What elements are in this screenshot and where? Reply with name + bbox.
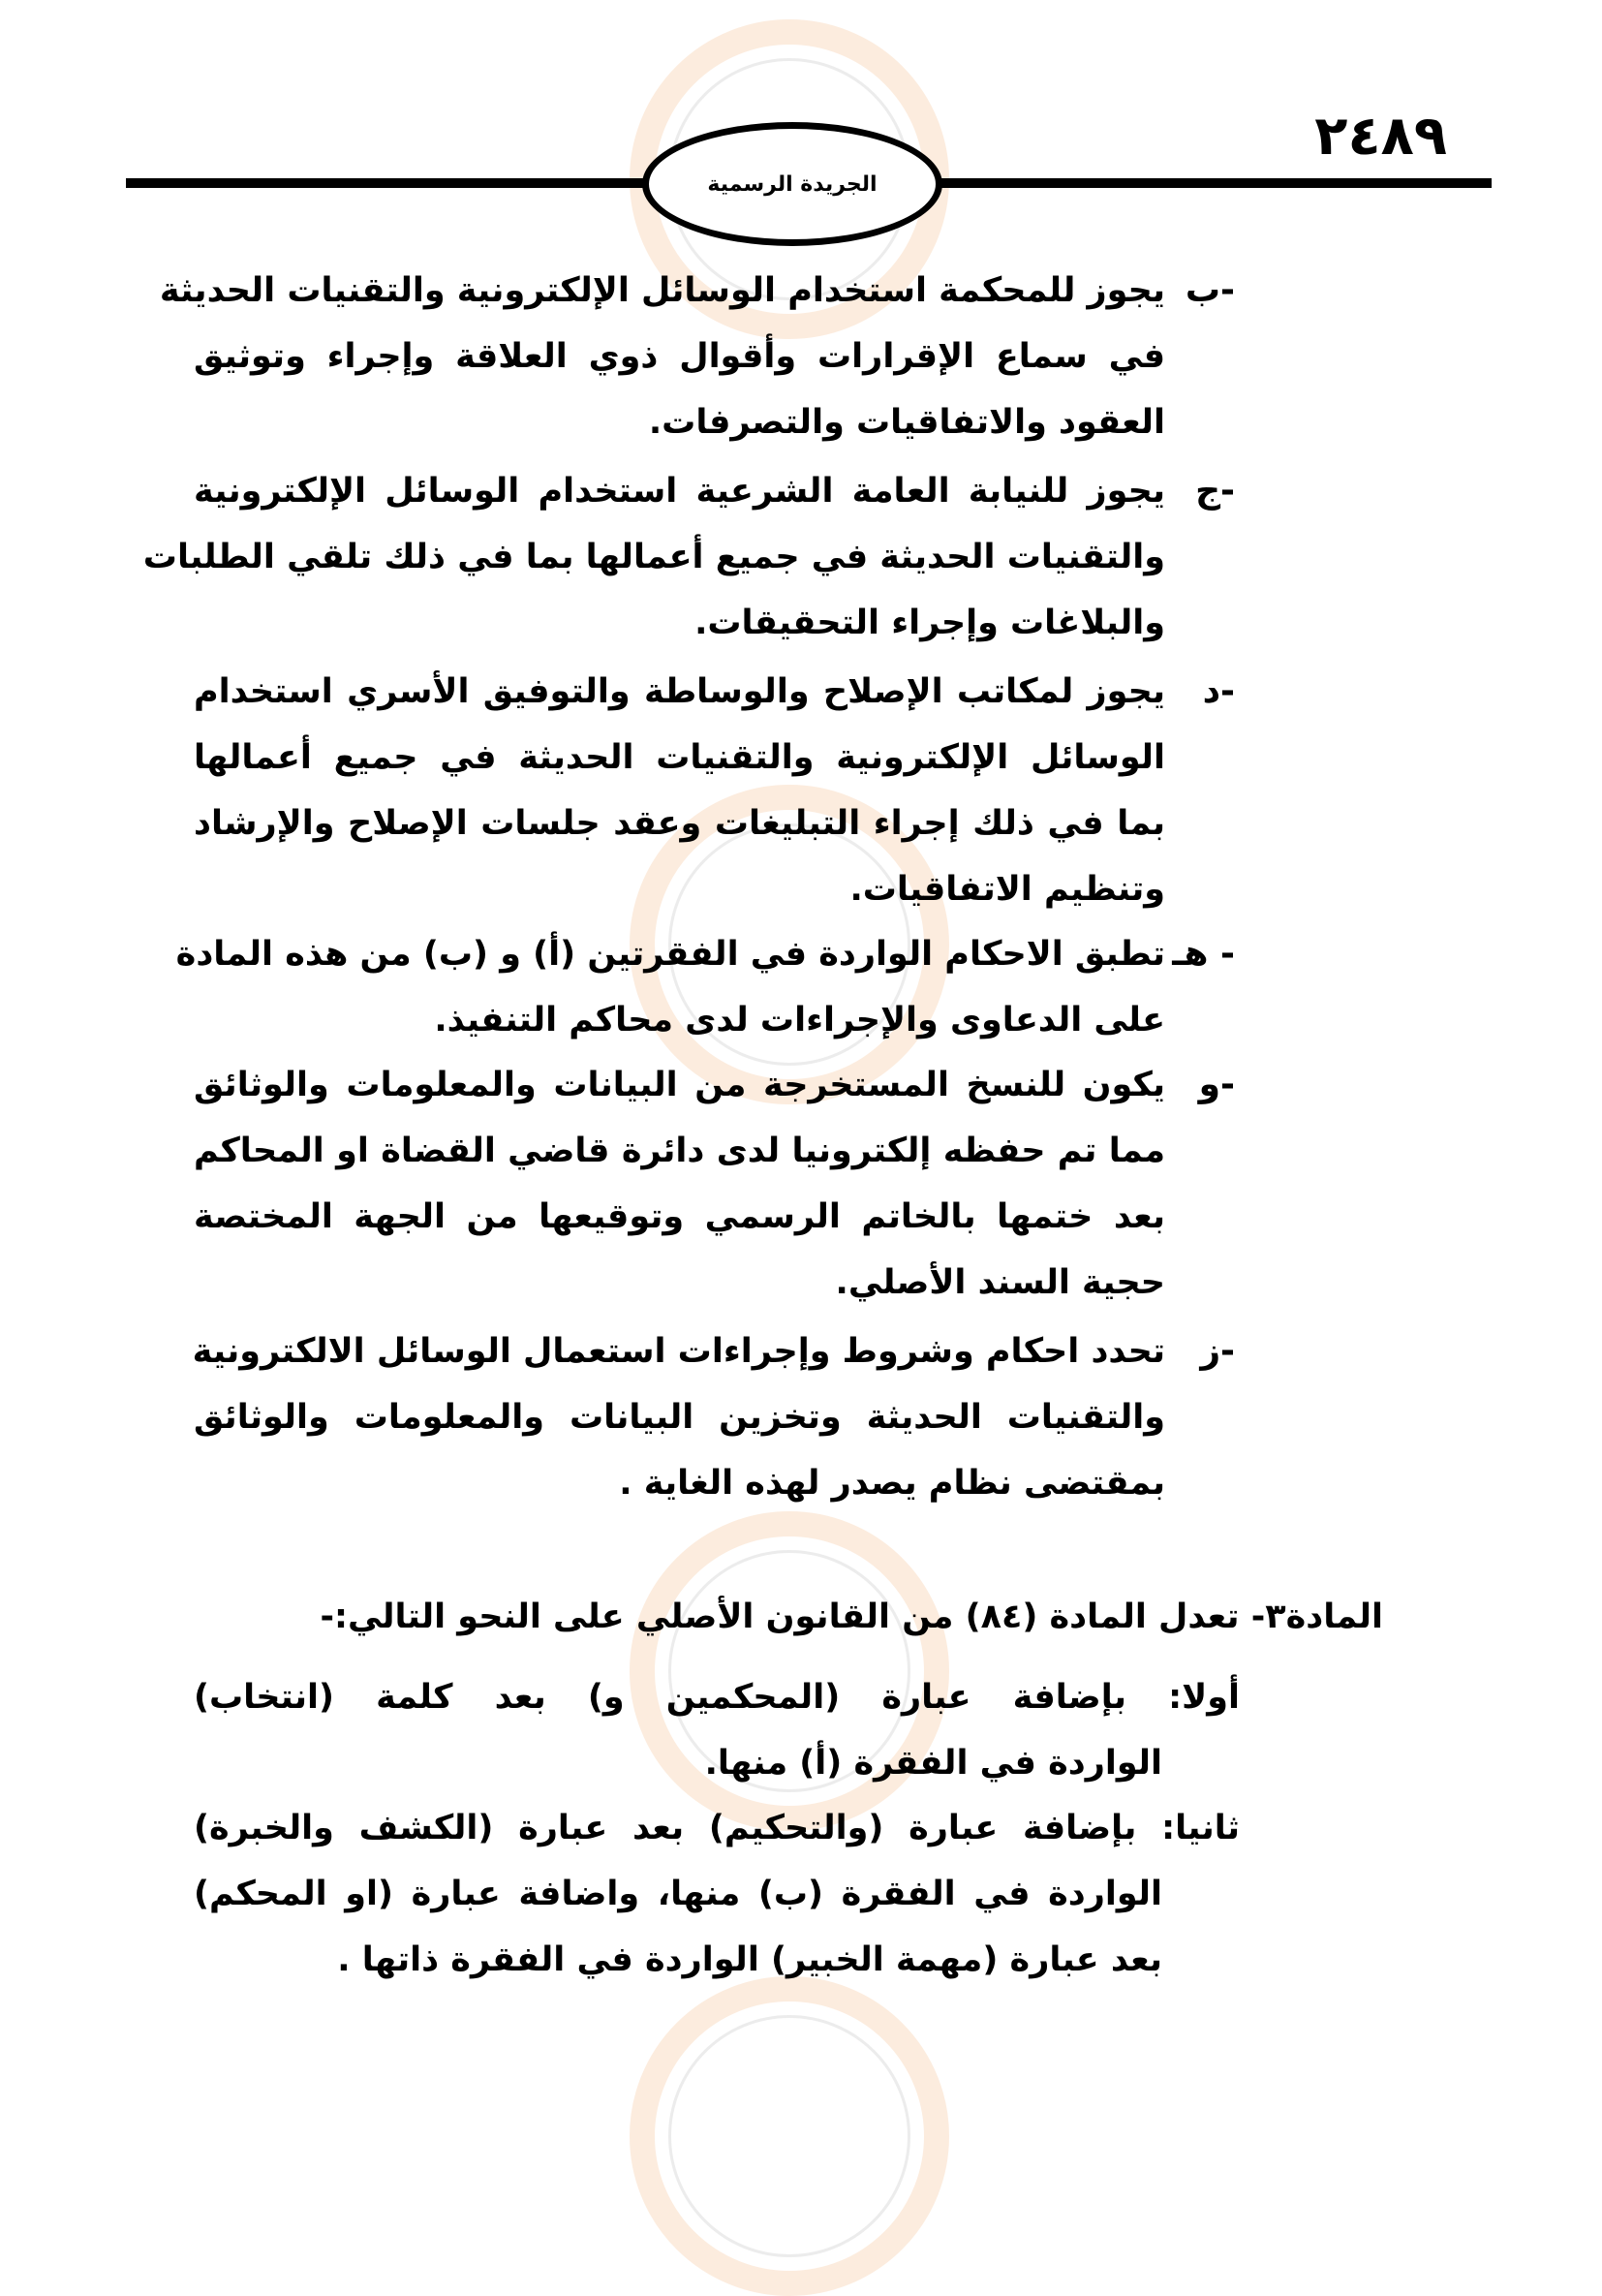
- text-line: بعد عبارة (مهمة الخبير) الواردة في الفقرة ذاتها .: [337, 1940, 1162, 1979]
- text-line: والبلاغات وإجراء التحقيقات.: [694, 604, 1165, 642]
- text-line: يجوز للنيابة العامة الشرعية استخدام الوسائل الإلكترونية: [194, 472, 1165, 511]
- paragraph-label: هـ -: [1172, 934, 1235, 974]
- text-line: بما في ذلك إجراء التبليغات وعقد جلسات الإصلاح والإرشاد: [194, 804, 1165, 843]
- text-line: تحدد احكام وشروط وإجراءات استعمال الوسائل الالكترونية: [192, 1332, 1165, 1371]
- text-line: مما تم حفظه إلكترونيا لدى دائرة قاضي القضاة او المحاكم: [194, 1132, 1165, 1170]
- watermark-clock-icon: [630, 1976, 949, 2296]
- paragraph-label: ب-: [1185, 270, 1235, 310]
- text-line: على الدعاوى والإجراءات لدى محاكم التنفيذ.: [434, 1001, 1165, 1039]
- text-line: بمقتضى نظام يصدر لهذه الغاية .: [619, 1464, 1165, 1503]
- text-line: العقود والاتفاقيات والتصرفات.: [648, 403, 1165, 442]
- paragraph-label: ز-: [1200, 1331, 1235, 1371]
- text-line: الواردة في الفقرة (ب) منها، واضافة عبارة (او المحكم): [194, 1875, 1162, 1913]
- text-line: وتنظيم الاتفاقيات.: [849, 870, 1165, 909]
- gazette-title-oval: [642, 122, 942, 246]
- page-number: ٢٤٨٩: [1314, 105, 1447, 168]
- text-line: الواردة في الفقرة (أ) منها.: [704, 1744, 1162, 1783]
- text-line: يجوز للمحكمة استخدام الوسائل الإلكترونية والتقنيات الحديثة: [159, 271, 1165, 310]
- text-line: بعد ختمها بالخاتم الرسمي وتوقيعها من الجهة المختصة: [194, 1197, 1165, 1236]
- text-line: والتقنيات الحديثة في جميع أعمالها بما في ذلك تلقي الطلبات: [142, 538, 1165, 576]
- paragraph-label: ج-: [1195, 471, 1235, 511]
- paragraph-label: و-: [1198, 1065, 1235, 1104]
- text-line: الوسائل الإلكترونية والتقنيات الحديثة في جميع أعمالها: [194, 738, 1165, 777]
- paragraph-label: د-: [1202, 671, 1235, 711]
- gazette-title: الجريدة الرسمية: [707, 171, 878, 197]
- text-line: يجوز لمكاتب الإصلاح والوساطة والتوفيق الأسري استخدام: [194, 672, 1165, 711]
- text-line: أولا: بإضافة عبارة (المحكمين و) بعد كلمة (انتخاب): [194, 1678, 1240, 1717]
- text-line: في سماع الإقرارات وأقوال ذوي العلاقة وإجراء وتوثيق: [194, 337, 1165, 376]
- text-line: تطبق الاحكام الواردة في الفقرتين (أ) و (ب) من هذه المادة: [175, 935, 1165, 974]
- text-line: يكون للنسخ المستخرجة من البيانات والمعلومات والوثائق: [194, 1066, 1165, 1104]
- article-3-heading: المادة٣- تعدل المادة (٨٤) من القانون الأصلي على النحو التالي:-: [320, 1598, 1383, 1636]
- text-line: حجية السند الأصلي.: [835, 1263, 1165, 1302]
- text-line: والتقنيات الحديثة وتخزين البيانات والمعلومات والوثائق: [194, 1398, 1165, 1437]
- text-line: ثانيا: بإضافة عبارة (والتحكيم) بعد عبارة (الكشف والخبرة): [194, 1809, 1240, 1847]
